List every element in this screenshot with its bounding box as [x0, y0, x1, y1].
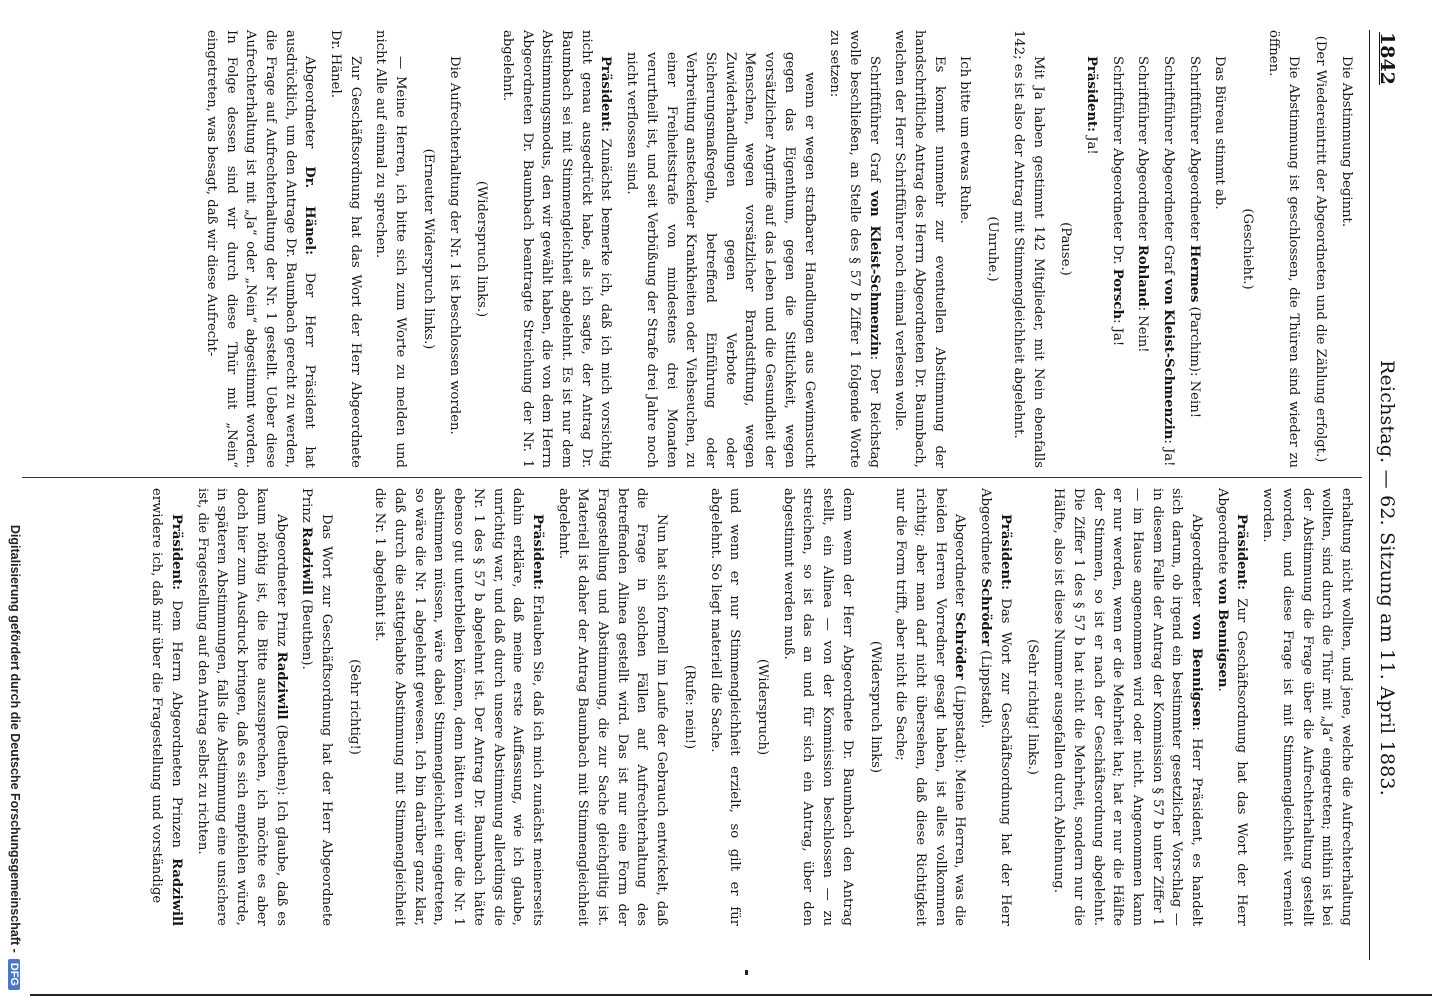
paragraph: erhaltung nicht wollten, und jene, welche die Aufrechterhaltung wollten, sind durch die Thür mit „Ja“ eingetreten; mithin ist bei der Abstimmung die Frage über die Aufrechterhaltung gestellt worden, und diese Frage ist mit Stimmengleichheit verneint worden. — [1260, 488, 1354, 926]
paragraph: Präsident: Ja! — [1083, 56, 1099, 155]
paragraph: und wenn er nur Stimmengleichheit erzielt, so gilt er für abgelehnt. So liegt materiell die Sache. — [707, 488, 743, 926]
paragraph: Abgeordneter Dr. Hänel: Der Herr Präsident hat ausdrücklich, um den Antrage Dr. Baumbach gerecht zu werden, die Frage auf Aufrechterhaltung der Nr. 1 gestellt. Ueber diese Aufrechterhaltung ist mit „Ja“ oder „Nein“ abgestimmt worden. In Folge dessen sind wir durch diese Thür mit „Nein“ eingetreten, was besagt, daß wir diese Aufrecht- — [203, 30, 318, 468]
column-divider — [22, 477, 1362, 478]
paragraph: Zur Geschäftsordnung hat das Wort der Herr Abgeordnete Dr. Hänel. — [328, 30, 363, 468]
paragraph: Schriftführer Abgeordneter Hermes (Parchim): Nein! — [1186, 56, 1202, 418]
paragraph: Das Büreau stimmt ab. — [1212, 56, 1228, 210]
stage-direction: (Geschieht.) — [1240, 208, 1256, 290]
text-column-right — [141, 488, 1356, 926]
stage-direction: (Unruhe.) — [985, 216, 1001, 282]
watermark-band — [0, 0, 30, 1000]
paragraph: Ich bitte um etwas Ruhe. — [957, 56, 973, 224]
paragraph: Schriftführer Abgeordneter Dr. Porsch: Ja! — [1109, 56, 1125, 347]
paragraph: Präsident: Zur Geschäftsordnung hat das Wort der Herr Abgeordnete von Bennigsen. — [1214, 488, 1250, 926]
paragraph: Abgeordneter Schröder (Lippstadt): Meine Herren, was die beiden Herren Vorredner gesagt haben, ist alles vollkommen richtig; aber man darf nicht übersehen, daß diese Richtigkeit nur die Form trifft, aber nicht die Sache; — [893, 488, 968, 926]
stage-direction: (Sehr richtig!) — [346, 659, 362, 755]
paragraph: Die Aufrechterhaltung der Nr. 1 ist beschlossen worden. — [446, 56, 462, 435]
paragraph: Präsident: Dem Herrn Abgeordneten Prinzen Radziwill erwidere ich, daß mir über die Fragestellung und vorständige — [149, 488, 185, 926]
text-column-left — [195, 30, 1356, 468]
watermark — [8, 525, 22, 990]
paragraph: denn wenn der Herr Abgeordnete Dr. Baumbach den Antrag stellt, ein Alinea — von der Kommission beschlossen — zu streichen, so ist das an und für sich ein Antrag, über den abgestimmt werden muß. — [780, 488, 855, 926]
page-edge-line — [30, 994, 1432, 996]
paragraph: Präsident: Zunächst bemerke ich, daß ich mich vorsichtig nicht genau ausgedrückt habe, als ich sagte, der Antrag Dr. Baumbach sei mit Stimmengleichheit abgelehnt. Es ist nur dem Abstimmungsmodus, den wir gewählt haben, die von dem Herrn Abgeordneten Dr. Baumbach beantragte Streichung der Nr. 1 abgelehnt. — [499, 30, 614, 468]
watermark-text: Digitalisierung gefördert durch die Deutsche Forschungsgemeinschaft - — [8, 524, 22, 953]
paragraph: wenn er wegen strafbarer Handlungen aus Gewinnsucht gegen das Eigenthum, gegen die Sittlichkeit, wegen vorsätzlicher Angriffe auf das Leben und die Gesundheit der Menschen, wegen vorsätzlicher Brandstiftung, wegen Zuwiderhandlungen gegen Verbote oder Sicherungsmaßregeln, betreffend Einführung oder Verbreitung ansteckender Krankheiten oder Viehseuchen, zu einer Freiheitsstrafe von mindestens drei Monaten verurtheilt ist, und seit Verbüßung der Strafe drei Jahre noch nicht verflossen sind. — [624, 52, 817, 468]
stage-direction: (Widerspruch) — [755, 658, 771, 756]
paragraph: Es kommt nunmehr zur eventuellen Abstimmung der handschriftliche Antrag des Herrn Abgeordneten Dr. Baumbach, welchen der Herr Schriftführer noch einmal verlesen wolle. — [892, 30, 947, 468]
stage-direction: (Sehr richtig! links.) — [1025, 639, 1041, 775]
paragraph: Präsident: Das Wort zur Geschäftsordnung hat der Herr Abgeordnete Schröder (Lippstadt). — [978, 488, 1013, 926]
stage-direction: (Der Wiedereintritt der Abgeordneten und die Zählung erfolgt.) — [1313, 35, 1329, 463]
paragraph: Abgeordneter von Bennigsen: Herr Präsident, es handelt sich darum, ob irgend ein bestimmter gesetzlicher Vorschlag — in diesem Falle der Antrag der Kommission § 57 b unter Ziffer 1 — im Hause angenommen wird oder nicht. Angenommen kann er nur werden, wenn er die Mehrheit hat; hat er nur die Hälfte der Stimmen, so ist er nach der Geschäftsordnung abgelehnt. Die Ziffer 1 des § 57 b hat nicht die Mehrheit, sondern nur die Hälfte, also ist diese Nummer ausgefallen durch Ablehnung. — [1051, 488, 1205, 927]
stage-direction: (Rufe: nein!) — [681, 664, 697, 750]
stage-direction: (Widerspruch links.) — [474, 180, 490, 318]
scan-artifact — [745, 970, 748, 975]
paragraph: Das Wort zur Geschäftsordnung hat der Herr Abgeordnete Prinz Radziwill (Beuthen). — [299, 488, 334, 926]
page-number: 1842 — [1376, 32, 1398, 85]
paragraph: Die Abstimmung beginnt. — [1339, 56, 1354, 228]
paragraph: Die Abstimmung ist geschlossen, die Thüren sind wieder zu öffnen. — [1265, 30, 1301, 468]
paragraph: Nun hat sich formell im Laufe der Gebrauch entwickelt, daß die Frage in solchen Fällen auf Aufrechterhaltung des betreffenden Alinea gestellt wird. Das ist nur eine Form der Fragestellung und Abstimmung, die zur Sache gleichgiltig ist. Materiell ist daher der Antrag Baumbach mit Stimmengleichheit abgelehnt. — [555, 488, 670, 926]
dfg-logo-icon: DFG — [8, 959, 20, 990]
stage-direction: (Pause.) — [1058, 222, 1074, 276]
running-head — [1369, 30, 1404, 960]
stage-direction: (Widerspruch links) — [867, 640, 883, 774]
paragraph: Abgeordneter Prinz Radziwill (Beuthen): Ich glaube, daß es kaum nöthig ist, die Bitte auszusprechen, ich möchte es aber doch hier zum Ausdruck bringen, daß es sich empfehlen würde, in späteren Abstimmungen, falls die Abstimmung eine unsichere ist, die Fragestellung auf den Antrag selbst zu richten. — [194, 488, 289, 926]
paragraph: Mit Ja haben gestimmt 142 Mitglieder, mit Nein ebenfalls 142; es ist also der Antrag mit Stimmengleichheit abgelehnt. — [1010, 30, 1046, 468]
paragraph: Präsident: Erlauben Sie, daß ich mich zunächst meinerseits dahin erkläre, daß meine erste Auffassung, wie ich glaube, unrichtig war, und daß durch unsere Abstimmung allerdings die Nr. 1 des § 57 b abgelehnt ist. Der Antrag Dr. Baumbach hätte ebenso gut unterbleiben können, denn hätten wir über die Nr. 1 abstimmen müssen, wäre dabei Stimmengleichheit eingetreten, so wäre die Nr. 1 abgelehnt gewesen. Ich bin darüber ganz klar, daß durch die stattgehabte Abstimmung mit Stimmengleichheit die Nr. 1 abgelehnt ist. — [372, 488, 545, 926]
stage-direction: (Erneuter Widerspruch links.) — [420, 148, 436, 350]
running-title: Reichstag. — 62. Sitzung am 11. April 1883. — [1376, 360, 1398, 796]
paragraph: Schriftführer Abgeordneter Rohland: Nein! — [1135, 56, 1151, 353]
paragraph: — Meine Herren, ich bitte sich zum Worte zu melden und nicht Alle auf einmal zu sprechen. — [373, 30, 409, 468]
paragraph: Schriftführer Graf von Kleist-Schmenzin: Der Reichstag wolle beschließen, an Stelle des § 57 b Ziffer 1 folgende Worte zu setzen: — [827, 30, 882, 468]
paragraph: Schriftführer Abgeordneter Graf von Kleist-Schmenzin: Ja! — [1161, 56, 1177, 467]
